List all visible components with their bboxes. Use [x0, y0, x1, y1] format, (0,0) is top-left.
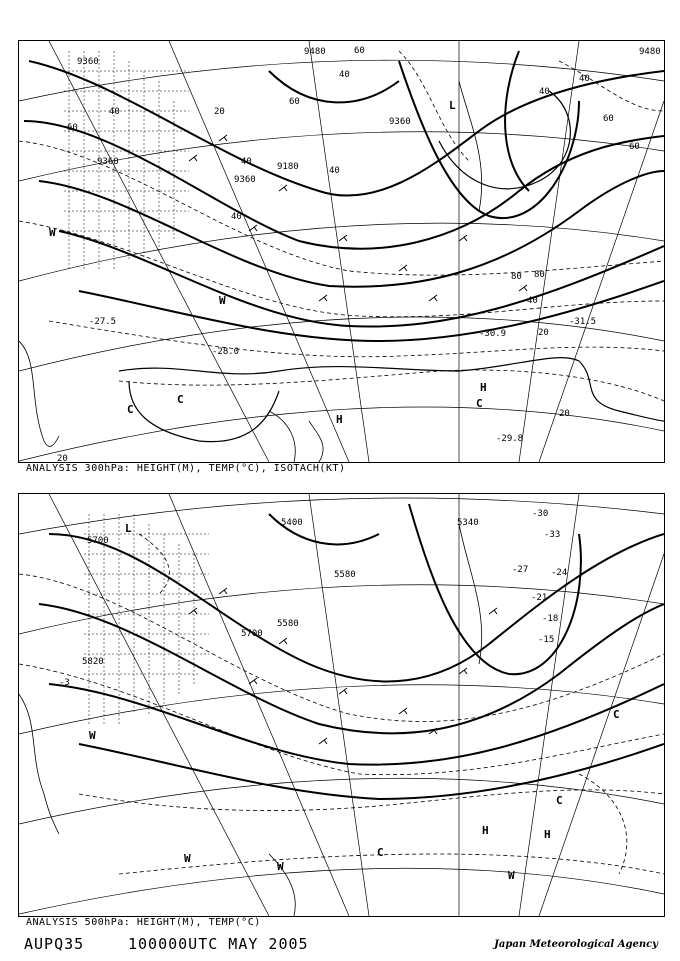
- height-label: 9480: [304, 47, 326, 57]
- isotach-label: 40: [329, 166, 340, 176]
- isotach-label: 40: [231, 212, 242, 222]
- isotach-label: 60: [289, 97, 300, 107]
- temp-label: -27.5: [89, 317, 117, 327]
- analysis-time: 100000UTC MAY 2005: [128, 935, 309, 953]
- pressure-center: H: [482, 824, 489, 837]
- temp-label: -30: [532, 509, 549, 519]
- isotach-label: 40: [579, 74, 590, 84]
- graticule: [19, 41, 664, 462]
- map-300hpa: [19, 41, 664, 462]
- pressure-center: W: [508, 869, 515, 882]
- coastlines: [19, 524, 482, 916]
- temp-label: -21: [531, 593, 548, 603]
- pressure-center: C: [476, 397, 483, 410]
- isotachs: [119, 91, 664, 442]
- isotach-label: 40: [539, 87, 550, 97]
- height-label: 5580: [277, 619, 299, 629]
- pressure-center: W: [277, 860, 284, 873]
- temp-label: -24: [551, 568, 568, 578]
- temp-label: -15: [538, 635, 555, 645]
- isotach-label: 20: [214, 107, 225, 117]
- pressure-center: C: [377, 846, 384, 859]
- height-label: 9180: [277, 162, 299, 172]
- isotach-label: 80: [511, 272, 522, 282]
- pressure-center: H: [544, 828, 551, 841]
- graticule: [19, 494, 664, 916]
- isotach-label: 40: [527, 296, 538, 306]
- isotach-label: 60: [603, 114, 614, 124]
- height-label: 9360: [234, 175, 256, 185]
- height-label: 9480: [639, 47, 661, 57]
- height-label: 5700: [241, 629, 263, 639]
- product-code: AUPQ35: [24, 935, 85, 953]
- temp-label: -33: [544, 530, 561, 540]
- temp-label: -28.0: [212, 347, 240, 357]
- pressure-center: W: [49, 226, 56, 239]
- chart-300hpa: [18, 40, 665, 463]
- temp-label: -29.8: [496, 434, 524, 444]
- pressure-center: W: [89, 729, 96, 742]
- height-label: 5700: [87, 536, 109, 546]
- chart-500hpa: [18, 493, 665, 917]
- agency-name: Japan Meteorological Agency: [494, 939, 658, 950]
- isotach-label: 20: [538, 328, 549, 338]
- temp-label: -27: [512, 565, 529, 575]
- pressure-center: C: [556, 794, 563, 807]
- temp-label: -18: [542, 614, 559, 624]
- height-label: 9360: [97, 157, 119, 167]
- caption-300hpa: ANALYSIS 300hPa: HEIGHT(M), TEMP(°C), ISOTACH(KT): [26, 463, 346, 474]
- isotach-label: 20: [57, 454, 68, 462]
- height-label: 5580: [334, 570, 356, 580]
- pressure-center: H: [336, 413, 343, 426]
- pressure-center: C: [127, 403, 134, 416]
- pressure-center: L: [449, 99, 456, 112]
- isotach-label: 40: [241, 157, 252, 167]
- coastlines: [19, 81, 482, 462]
- pressure-center: C: [613, 708, 620, 721]
- height-label: 5400: [281, 518, 303, 528]
- height-contours: [24, 51, 664, 341]
- height-label: 5820: [82, 657, 104, 667]
- isotach-label: 60: [67, 123, 78, 133]
- pressure-center: C: [177, 393, 184, 406]
- height-label: 5340: [457, 518, 479, 528]
- isotach-label: 40: [109, 107, 120, 117]
- height-label: 9360: [77, 57, 99, 67]
- temp-label: -3: [59, 678, 70, 688]
- isotach-label: 60: [354, 46, 365, 56]
- isotach-label: 40: [339, 70, 350, 80]
- temp-label: -31.5: [569, 317, 597, 327]
- pressure-center: H: [480, 381, 487, 394]
- caption-500hpa: ANALYSIS 500hPa: HEIGHT(M), TEMP(°C): [26, 917, 261, 928]
- height-contours: [39, 504, 664, 799]
- temp-label: -30.9: [479, 329, 507, 339]
- map-500hpa: [19, 494, 664, 916]
- pressure-center: W: [184, 852, 191, 865]
- isotach-label: 20: [559, 409, 570, 419]
- isotach-label: 80: [534, 270, 545, 280]
- pressure-center: W: [219, 294, 226, 307]
- height-label: 9360: [389, 117, 411, 127]
- isotach-label: 60: [629, 142, 640, 152]
- pressure-center: L: [125, 522, 132, 535]
